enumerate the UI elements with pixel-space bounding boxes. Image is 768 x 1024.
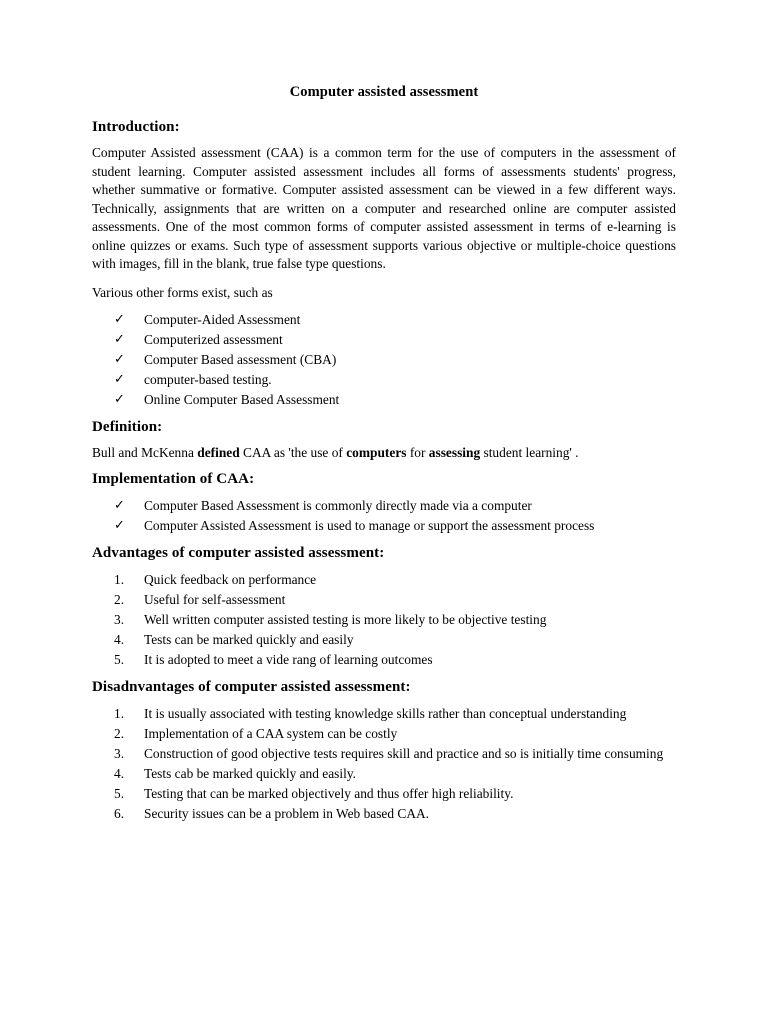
list-item [114,310,676,329]
list-item [114,570,676,589]
list-item-label: Computerized assessment [144,332,283,348]
heading-disadvantages: Disadnvantages of computer assisted assessment: [92,679,411,696]
list-item-number [114,630,144,649]
forms-lead-text: Various other forms exist, such as [92,284,273,300]
list-item [114,350,676,369]
list-item [114,390,676,409]
list-item [114,724,676,743]
list-item-number [114,650,144,669]
list-item-number [114,590,144,609]
list-item [114,704,676,723]
heading-advantages: Advantages of computer assisted assessment: [92,544,385,561]
definition-bold-computers: computers [346,445,407,461]
check-icon: ✓ [114,311,125,326]
list-item [114,650,676,669]
check-icon: ✓ [114,331,125,347]
advantages-list [92,570,676,669]
list-item-label: Construction of good objective tests requires skill and practice and so is initially time consuming [144,746,664,762]
list-item-label: Tests cab be marked quickly and easily. [144,766,356,782]
check-icon: ✓ [114,351,125,367]
list-item [114,590,676,609]
list-item-label: Tests can be marked quickly and easily [144,632,354,648]
list-item-label: Computer-Aided Assessment [144,312,301,327]
heading-definition: Definition: [92,419,163,436]
implementation-list [92,496,676,535]
list-item [114,516,676,535]
list-item-label: Online Computer Based Assessment [144,392,340,408]
heading-implementation: Implementation of CAA: [92,470,255,487]
list-item-number [114,764,144,783]
definition-part-3: for [406,445,429,461]
list-item-label: It is usually associated with testing knowledge skills rather than conceptual understanding [144,706,627,722]
disadvantages-list [92,704,676,823]
list-item-number [114,784,144,803]
list-item [114,610,676,629]
list-item-label: Quick feedback on performance [144,571,317,587]
list-item-label: Computer Based assessment (CBA) [144,352,337,368]
definition-bold-assessing: assessing [428,445,481,461]
heading-introduction: Introduction: [92,119,180,135]
list-item [114,784,676,803]
definition-bold-defined: defined [197,445,240,461]
definition-text [92,444,676,463]
list-item-number [114,804,144,823]
list-item-label: Computer Based Assessment is commonly directly made via a computer [144,497,532,513]
list-item-label: Computer Assisted Assessment is used to manage or support the assessment process [144,517,595,533]
page-title: Computer assisted assessment [289,84,479,100]
list-item-label: Implementation of a CAA system can be costly [144,726,398,742]
check-icon: ✓ [114,496,125,512]
definition-part-2: CAA as 'the use of [239,445,347,461]
list-item [114,330,676,349]
list-item [114,630,676,649]
list-item-label: Security issues can be a problem in Web based CAA. [144,806,430,822]
list-item-number [114,724,144,743]
list-item [114,744,676,763]
list-item-number [114,744,144,763]
list-item-number [114,610,144,629]
list-item-number [114,704,144,723]
list-item [114,370,676,389]
list-item [114,804,676,823]
list-item-label: It is adopted to meet a vide rang of learning outcomes [144,652,433,668]
definition-part-4: student learning' . [480,445,579,461]
definition-part-1: Bull and McKenna [92,445,198,461]
forms-list [92,310,676,409]
check-icon: ✓ [114,371,125,387]
list-item-label: Useful for self-assessment [144,592,286,608]
list-item-number [114,570,144,589]
check-icon: ✓ [114,391,125,407]
list-item-label: Well written computer assisted testing is more likely to be objective testing [144,612,547,628]
list-item [114,496,676,515]
list-item-label: Testing that can be marked objectively and thus offer high reliability. [144,786,514,802]
list-item [114,764,676,783]
check-icon: ✓ [114,516,125,532]
introduction-paragraph: Computer Assisted assessment (CAA) is a common term for the use of computers in the assessment of student learning. Computer assisted assessment includes all forms of assessments students' progress, whether summative or formative. Computer assisted assessment can be viewed in a few different ways. Technically, assignments that are written on a computer and researched online are computer assisted assessments. One of the most common forms of computer assisted assessment in terms of e-learning is online quizzes or exams. Such type of assessment supports various objective or multiple-choice questions with images, fill in the blank, true false type questions. [92,145,676,271]
list-item-label: computer-based testing. [144,372,272,388]
